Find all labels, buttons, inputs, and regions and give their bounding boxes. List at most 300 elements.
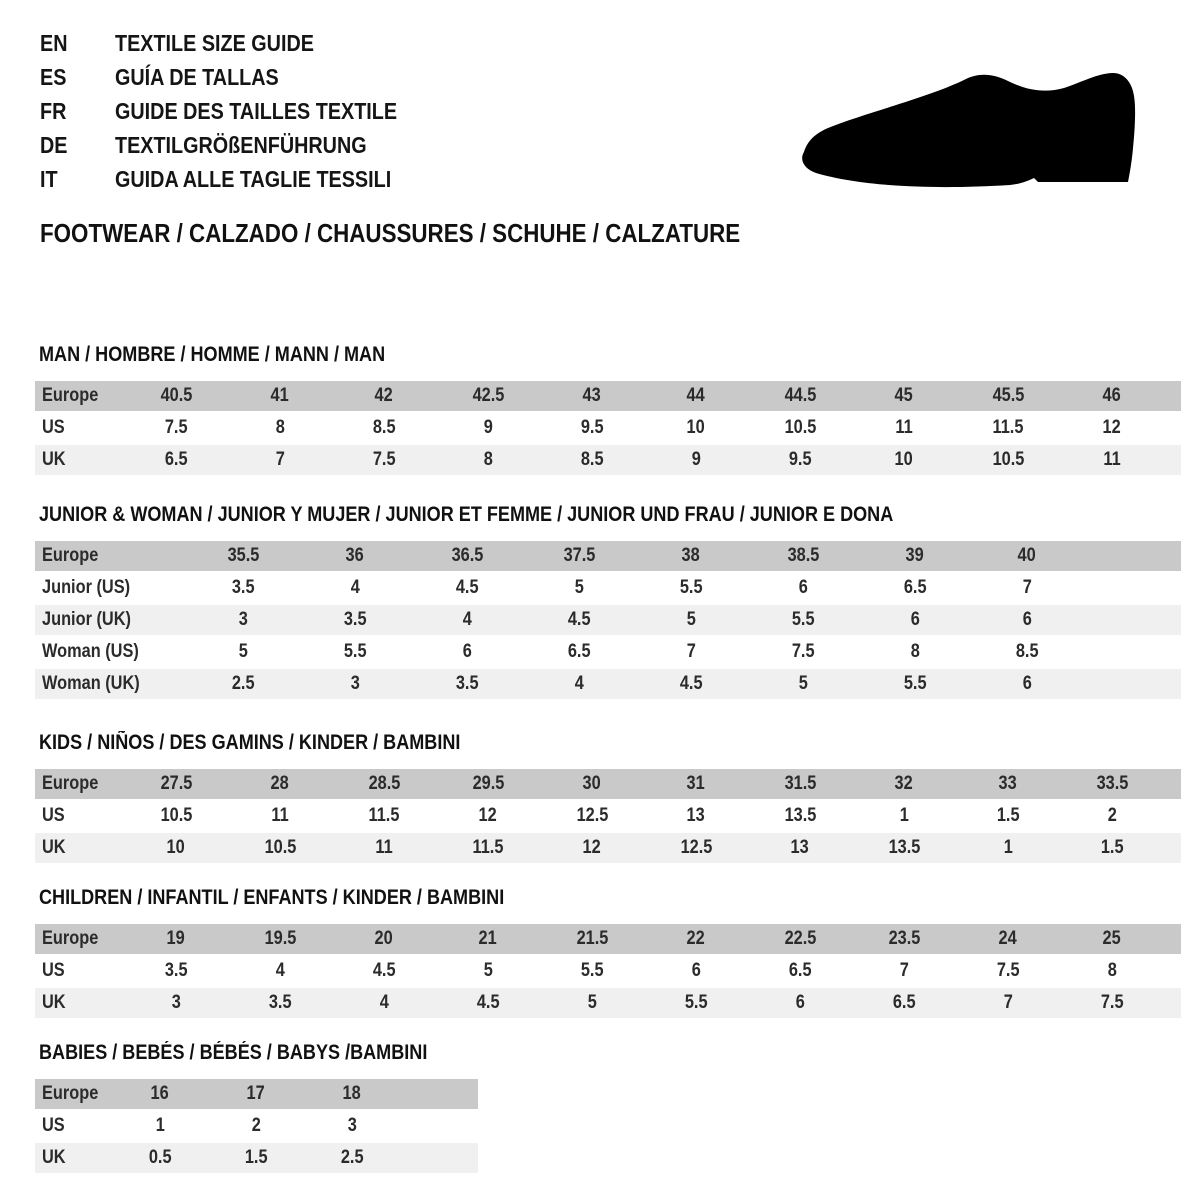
size-value: 28.5 <box>368 773 400 794</box>
size-value: 19.5 <box>264 928 296 949</box>
row-label-text: Junior (UK) <box>42 609 131 630</box>
section-title-text: BABIES / BEBÉS / BÉBÉS / BABYS /BAMBINI <box>39 1041 428 1064</box>
size-cell <box>852 956 956 986</box>
size-cell <box>124 833 228 863</box>
row-label <box>35 445 124 475</box>
size-value: 7.5 <box>164 417 188 438</box>
row-label <box>35 988 124 1018</box>
table-row-us <box>35 413 1181 443</box>
size-value: 5 <box>798 673 808 694</box>
size-value: 4 <box>350 577 360 598</box>
size-value: 3.5 <box>164 960 188 981</box>
size-cell <box>523 605 635 635</box>
size-value: 31.5 <box>784 773 816 794</box>
row-label-text: UK <box>42 992 66 1013</box>
size-cell <box>644 988 748 1018</box>
size-cell <box>748 833 852 863</box>
size-value: 3 <box>347 1115 357 1136</box>
size-value: 9.5 <box>788 449 812 470</box>
size-cell <box>748 956 852 986</box>
size-cell <box>971 573 1083 603</box>
size-cell <box>228 924 332 954</box>
size-cell <box>747 669 859 699</box>
size-cell <box>332 769 436 799</box>
size-value: 5.5 <box>343 641 367 662</box>
size-cell <box>228 833 332 863</box>
size-value: 7 <box>686 641 696 662</box>
size-cell <box>411 637 523 667</box>
size-cell <box>124 445 228 475</box>
category-line: FOOTWEAR / CALZADO / CHAUSSURES / SCHUHE / CALZATURE <box>40 218 741 248</box>
size-value: 40 <box>1017 545 1037 566</box>
size-value: 6.5 <box>788 960 812 981</box>
size-value: 7 <box>899 960 909 981</box>
size-cell <box>747 637 859 667</box>
table-row-us <box>35 1111 478 1141</box>
section-title-text: CHILDREN / INFANTIL / ENFANTS / KINDER / BAMBINI <box>39 886 505 909</box>
size-value: 9 <box>483 417 493 438</box>
size-value: 12 <box>582 837 602 858</box>
size-value: 24 <box>998 928 1018 949</box>
size-value: 36.5 <box>451 545 483 566</box>
size-value: 39 <box>905 545 925 566</box>
size-cell <box>748 801 852 831</box>
size-value: 3.5 <box>231 577 255 598</box>
size-cell <box>540 769 644 799</box>
table-row-europe <box>35 381 1181 411</box>
size-cell <box>748 988 852 1018</box>
language-row <box>40 30 854 64</box>
size-cell <box>1060 956 1164 986</box>
size-cell <box>1060 413 1164 443</box>
row-label-text: Europe <box>42 928 99 949</box>
size-cell <box>124 924 228 954</box>
language-code: IT <box>40 166 58 192</box>
size-cell <box>971 541 1083 571</box>
size-value: 3 <box>171 992 181 1013</box>
language-code: FR <box>40 98 67 124</box>
table-row-uk <box>35 1143 478 1173</box>
table-row-uk <box>35 833 1181 863</box>
size-value: 1 <box>1003 837 1013 858</box>
size-cell <box>124 956 228 986</box>
size-value: 4 <box>462 609 472 630</box>
table-row-europe <box>35 769 1181 799</box>
section-title-junior <box>39 504 1181 525</box>
row-label-text: US <box>42 805 65 826</box>
size-table-children <box>35 924 1181 1018</box>
language-title: GUIDE DES TAILLES TEXTILE <box>115 98 398 124</box>
section-title-text: JUNIOR & WOMAN / JUNIOR Y MUJER / JUNIOR ET FEMME / JUNIOR UND FRAU / JUNIOR E DONA <box>39 503 894 526</box>
size-value: 8.5 <box>1015 641 1039 662</box>
size-value: 2.5 <box>340 1147 364 1168</box>
size-value: 7 <box>1003 992 1013 1013</box>
size-cell <box>411 541 523 571</box>
size-value: 7.5 <box>996 960 1020 981</box>
size-cell <box>187 605 299 635</box>
row-label <box>35 801 124 831</box>
size-section-junior <box>35 504 1181 701</box>
table-row-woman-uk <box>35 669 1181 699</box>
size-value: 45 <box>894 385 914 406</box>
size-cell <box>852 801 956 831</box>
language-row <box>40 98 854 132</box>
row-label-text: Europe <box>42 545 99 566</box>
row-label-text: UK <box>42 449 66 470</box>
size-value: 33.5 <box>1096 773 1128 794</box>
size-cell <box>1060 381 1164 411</box>
size-cell <box>304 1111 400 1141</box>
row-label <box>35 381 124 411</box>
size-value: 13.5 <box>784 805 816 826</box>
size-cell <box>124 801 228 831</box>
size-cell <box>436 956 540 986</box>
size-value: 10 <box>166 837 186 858</box>
size-value: 5 <box>483 960 493 981</box>
size-value: 5 <box>238 641 248 662</box>
size-cell <box>540 956 644 986</box>
size-section-kids <box>35 732 1181 865</box>
size-cell <box>748 924 852 954</box>
size-cell <box>956 381 1060 411</box>
size-cell <box>332 924 436 954</box>
language-title: TEXTILE SIZE GUIDE <box>115 30 314 56</box>
size-value: 11 <box>1103 449 1121 470</box>
size-table-man <box>35 381 1181 475</box>
section-title-text: MAN / HOMBRE / HOMME / MANN / MAN <box>39 343 386 366</box>
size-cell <box>112 1111 208 1141</box>
size-cell <box>540 801 644 831</box>
size-value: 0.5 <box>148 1147 172 1168</box>
language-title: GUIDA ALLE TAGLIE TESSILI <box>115 166 392 192</box>
size-cell <box>747 541 859 571</box>
row-label <box>35 1143 112 1173</box>
size-cell <box>540 413 644 443</box>
size-value: 13 <box>686 805 706 826</box>
size-value: 42.5 <box>472 385 504 406</box>
size-table-kids <box>35 769 1181 863</box>
size-value: 6 <box>462 641 472 662</box>
row-label-text: Woman (UK) <box>42 673 140 694</box>
size-cell <box>644 769 748 799</box>
size-cell <box>956 445 1060 475</box>
size-value: 8 <box>910 641 920 662</box>
size-value: 36 <box>345 545 365 566</box>
table-row-us <box>35 956 1181 986</box>
size-cell <box>208 1111 304 1141</box>
table-row-junior-us <box>35 573 1181 603</box>
size-cell <box>187 541 299 571</box>
size-value: 37.5 <box>563 545 595 566</box>
size-value: 1.5 <box>244 1147 268 1168</box>
size-cell <box>208 1079 304 1109</box>
size-cell <box>635 541 747 571</box>
size-value: 21.5 <box>576 928 608 949</box>
size-cell <box>852 445 956 475</box>
size-value: 11 <box>271 805 289 826</box>
size-table-babies <box>35 1079 478 1173</box>
size-value: 13.5 <box>888 837 920 858</box>
row-label-text: Europe <box>42 1083 99 1104</box>
size-cell <box>523 541 635 571</box>
size-cell <box>644 801 748 831</box>
size-value: 10.5 <box>160 805 192 826</box>
size-value: 12 <box>478 805 498 826</box>
row-label <box>35 833 124 863</box>
size-value: 41 <box>270 385 290 406</box>
table-row-uk <box>35 988 1181 1018</box>
size-cell <box>299 637 411 667</box>
size-cell <box>540 381 644 411</box>
size-cell <box>304 1143 400 1173</box>
size-value: 6.5 <box>164 449 188 470</box>
size-cell <box>852 381 956 411</box>
row-label-text: UK <box>42 837 66 858</box>
size-cell <box>304 1079 400 1109</box>
size-value: 5.5 <box>903 673 927 694</box>
size-cell <box>852 413 956 443</box>
size-cell <box>523 637 635 667</box>
size-cell <box>859 541 971 571</box>
table-row-junior-uk <box>35 605 1181 635</box>
size-cell <box>852 769 956 799</box>
size-value: 7 <box>1022 577 1032 598</box>
language-row <box>40 166 854 200</box>
size-value: 4.5 <box>567 609 591 630</box>
size-cell <box>635 637 747 667</box>
table-row-europe <box>35 1079 478 1109</box>
row-label <box>35 413 124 443</box>
row-label <box>35 541 187 571</box>
table-row-europe <box>35 924 1181 954</box>
size-value: 17 <box>246 1083 266 1104</box>
size-cell <box>1060 924 1164 954</box>
size-cell <box>124 381 228 411</box>
size-value: 40.5 <box>160 385 192 406</box>
row-label <box>35 669 187 699</box>
row-label-text: US <box>42 1115 65 1136</box>
size-value: 5 <box>686 609 696 630</box>
size-cell <box>748 413 852 443</box>
size-cell <box>748 445 852 475</box>
size-value: 45.5 <box>992 385 1024 406</box>
language-row <box>40 132 854 166</box>
size-value: 7.5 <box>791 641 815 662</box>
size-value: 38 <box>681 545 701 566</box>
size-cell <box>332 833 436 863</box>
language-title: GUÍA DE TALLAS <box>115 64 279 90</box>
language-code: DE <box>40 132 68 158</box>
size-value: 6 <box>1022 609 1032 630</box>
size-cell <box>1060 833 1164 863</box>
size-value: 2 <box>251 1115 261 1136</box>
size-value: 8 <box>1107 960 1117 981</box>
size-value: 4.5 <box>455 577 479 598</box>
size-value: 7.5 <box>1100 992 1124 1013</box>
size-value: 8.5 <box>580 449 604 470</box>
size-cell <box>228 445 332 475</box>
section-title-kids <box>39 732 1181 753</box>
size-cell <box>124 988 228 1018</box>
size-value: 46 <box>1102 385 1122 406</box>
size-cell <box>436 924 540 954</box>
size-value: 7.5 <box>372 449 396 470</box>
row-label-text: Woman (US) <box>42 641 139 662</box>
section-title-children <box>39 887 1181 908</box>
section-title-text: KIDS / NIÑOS / DES GAMINS / KINDER / BAMBINI <box>39 731 461 754</box>
size-value: 12.5 <box>680 837 712 858</box>
size-cell <box>852 924 956 954</box>
size-cell <box>971 669 1083 699</box>
size-value: 22 <box>686 928 706 949</box>
size-value: 44.5 <box>784 385 816 406</box>
size-cell <box>644 381 748 411</box>
row-label <box>35 573 187 603</box>
language-title: TEXTILGRÖßENFÜHRUNG <box>115 132 367 158</box>
size-value: 29.5 <box>472 773 504 794</box>
size-cell <box>436 413 540 443</box>
size-value: 6 <box>795 992 805 1013</box>
size-value: 43 <box>582 385 602 406</box>
size-cell <box>956 833 1060 863</box>
section-title-babies <box>39 1042 491 1063</box>
size-value: 11.5 <box>992 417 1024 438</box>
size-value: 4.5 <box>476 992 500 1013</box>
size-cell <box>124 769 228 799</box>
size-cell <box>228 988 332 1018</box>
size-value: 6.5 <box>903 577 927 598</box>
size-value: 12.5 <box>576 805 608 826</box>
size-cell <box>299 669 411 699</box>
size-cell <box>635 669 747 699</box>
size-cell <box>644 833 748 863</box>
size-cell <box>523 573 635 603</box>
language-code: ES <box>40 64 67 90</box>
size-value: 10.5 <box>264 837 296 858</box>
language-row <box>40 64 854 98</box>
row-label <box>35 605 187 635</box>
size-value: 1 <box>899 805 909 826</box>
size-cell <box>644 445 748 475</box>
size-cell <box>956 801 1060 831</box>
size-cell <box>332 445 436 475</box>
table-row-europe <box>35 541 1181 571</box>
size-cell <box>1060 988 1164 1018</box>
size-cell <box>228 413 332 443</box>
size-cell <box>332 801 436 831</box>
size-value: 3 <box>238 609 248 630</box>
size-value: 19 <box>166 928 186 949</box>
size-section-babies <box>35 1042 491 1175</box>
size-cell <box>956 413 1060 443</box>
size-value: 22.5 <box>784 928 816 949</box>
size-cell <box>332 956 436 986</box>
size-cell <box>635 573 747 603</box>
size-value: 27.5 <box>160 773 192 794</box>
size-cell <box>635 605 747 635</box>
size-cell <box>644 924 748 954</box>
size-section-children <box>35 887 1181 1020</box>
size-cell <box>332 988 436 1018</box>
row-label <box>35 1079 112 1109</box>
size-value: 8.5 <box>372 417 396 438</box>
table-row-woman-us <box>35 637 1181 667</box>
size-cell <box>411 605 523 635</box>
size-value: 10 <box>894 449 914 470</box>
size-cell <box>187 573 299 603</box>
shoe-icon <box>780 40 1200 220</box>
size-cell <box>956 956 1060 986</box>
size-value: 4.5 <box>372 960 396 981</box>
size-cell <box>436 381 540 411</box>
size-cell <box>971 637 1083 667</box>
size-value: 33 <box>998 773 1018 794</box>
size-cell <box>332 413 436 443</box>
size-value: 21 <box>478 928 498 949</box>
size-value: 3 <box>350 673 360 694</box>
size-cell <box>299 605 411 635</box>
table-row-us <box>35 801 1181 831</box>
size-value: 2.5 <box>231 673 255 694</box>
size-cell <box>644 956 748 986</box>
size-cell <box>436 833 540 863</box>
size-cell <box>956 769 1060 799</box>
section-title-man <box>39 344 1181 365</box>
size-value: 13 <box>790 837 810 858</box>
size-value: 11 <box>895 417 913 438</box>
size-cell <box>859 637 971 667</box>
row-label <box>35 956 124 986</box>
size-value: 5.5 <box>580 960 604 981</box>
size-cell <box>411 573 523 603</box>
size-cell <box>540 924 644 954</box>
size-cell <box>747 605 859 635</box>
size-cell <box>228 956 332 986</box>
size-cell <box>436 445 540 475</box>
size-cell <box>208 1143 304 1173</box>
row-label-text: US <box>42 960 65 981</box>
size-cell <box>523 669 635 699</box>
size-cell <box>112 1143 208 1173</box>
size-value: 38.5 <box>787 545 819 566</box>
size-value: 4.5 <box>679 673 703 694</box>
header <box>40 30 854 249</box>
size-value: 23.5 <box>888 928 920 949</box>
size-cell <box>956 988 1060 1018</box>
size-value: 2 <box>1107 805 1117 826</box>
size-cell <box>228 769 332 799</box>
size-value: 30 <box>582 773 602 794</box>
size-value: 28 <box>270 773 290 794</box>
size-value: 5 <box>574 577 584 598</box>
size-cell <box>436 801 540 831</box>
size-cell <box>124 413 228 443</box>
size-cell <box>852 833 956 863</box>
row-label <box>35 1111 112 1141</box>
size-cell <box>971 605 1083 635</box>
size-cell <box>1060 445 1164 475</box>
size-value: 5.5 <box>791 609 815 630</box>
row-label <box>35 637 187 667</box>
size-value: 11.5 <box>472 837 504 858</box>
row-label <box>35 924 124 954</box>
size-value: 3.5 <box>343 609 367 630</box>
size-value: 3.5 <box>455 673 479 694</box>
size-value: 1 <box>155 1115 165 1136</box>
size-value: 7 <box>275 449 285 470</box>
size-value: 10 <box>686 417 706 438</box>
size-table-junior <box>35 541 1181 699</box>
